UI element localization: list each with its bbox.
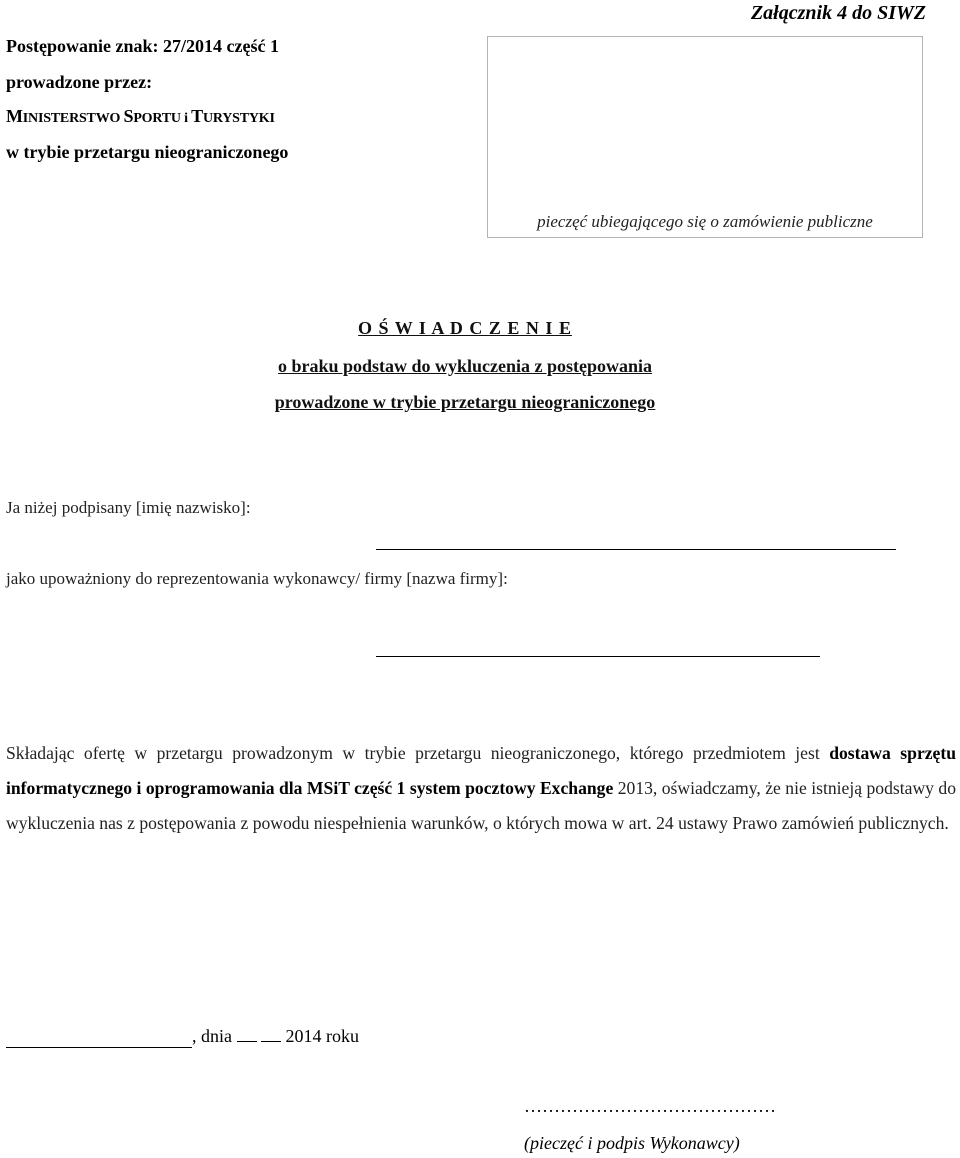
stamp-box (487, 36, 923, 238)
declaration-paragraph: Składając ofertę w przetargu prowadzonym w trybie przetargu nieograniczonego, którego przedmiotem jest dostawa sprzętu informatycznego i oprogramowania dla MSiT część 1 system pocztowy Exchange 2013, oświadczamy, że nie istnieją podstawy do wykluczenia nas z postępowania z powodu niespełnienia warunków, o których mowa w art. 24 ustawy Prawo zamówień publicznych. (6, 743, 957, 833)
signatory-name-label: Ja niżej podpisany [imię nazwisko]: (6, 498, 251, 517)
document-subtitle-2: prowadzone w trybie przetargu nieograniczonego (274, 392, 656, 412)
ministry-name: MINISTERSTWO SPORTU i TURYSTYKI (6, 106, 275, 126)
signature-label: (pieczęć i podpis Wykonawcy) (524, 1133, 740, 1153)
stamp-label: pieczęć ubiegającego się o zamówienie publiczne (537, 212, 873, 231)
day-blank[interactable] (237, 1027, 257, 1042)
signatory-name-line[interactable] (376, 549, 896, 550)
company-name-line[interactable] (376, 656, 820, 657)
document-subtitle: o braku podstaw do wykluczenia z postępowania (277, 356, 653, 376)
place-line[interactable] (6, 1047, 192, 1048)
signature-dots: …………………………………… (524, 1096, 776, 1116)
annex-label: Załącznik 4 do SIWZ (750, 2, 926, 24)
company-name-label: jako upoważniony do reprezentowania wykonawcy/ firmy [nazwa firmy]: (6, 569, 508, 588)
case-number: Postępowanie znak: 27/2014 część 1 (6, 36, 279, 56)
document-title: O Ś W I A D C Z E N I E (358, 318, 572, 338)
month-blank[interactable] (261, 1027, 281, 1042)
date-line: , dnia 2014 roku (192, 1026, 359, 1046)
procedure-mode: w trybie przetargu nieograniczonego (6, 142, 289, 162)
conducted-by-label: prowadzone przez: (6, 72, 153, 92)
